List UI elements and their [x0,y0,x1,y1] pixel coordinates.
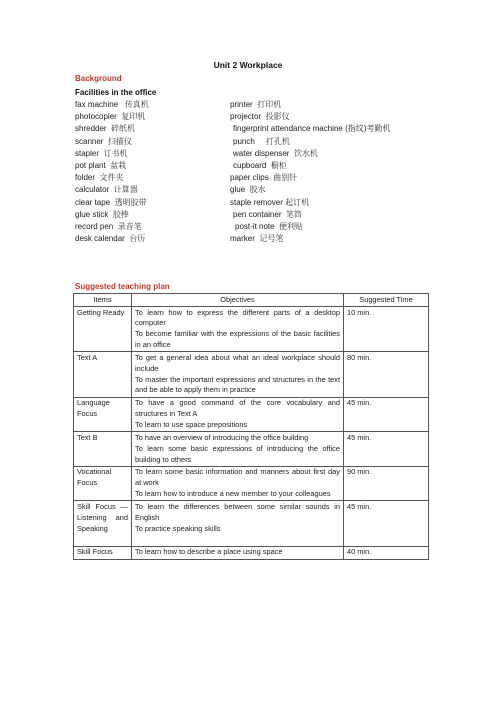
item-cell: Getting Ready [74,306,132,351]
vocab-right [230,99,281,111]
vocab-term-zh: 碎纸机 [111,124,136,134]
vocab-term-zh: 复印机 [121,112,146,122]
vocab-left [75,209,129,221]
teaching-plan-heading: Suggested teaching plan [75,282,170,291]
vocab-left [75,233,145,245]
vocab-term-en: water dispenser [233,148,290,158]
vocab-right [233,160,287,172]
vocab-term-zh: 橱柜 [270,160,287,170]
table-row [74,397,429,432]
vocab-row [75,209,435,221]
page-title: Unit 2 Workplace [213,60,283,70]
vocab-right [233,123,390,135]
item-cell: Text B [74,432,132,467]
vocab-left [75,172,123,184]
vocab-left [75,111,145,123]
vocabulary-list [75,99,435,245]
vocab-right [233,136,290,148]
table-row [74,466,429,501]
objective: To learn some basic information and manners about first day at work [135,467,340,488]
vocab-term-en: post-it note [235,221,275,231]
objectives-cell [132,432,344,467]
vocab-row [75,160,435,172]
vocab-left [75,136,132,148]
background-heading: Background [75,74,122,83]
objectives-cell [132,501,344,546]
vocab-left [75,160,126,172]
time-cell: 90 min. [344,466,429,501]
vocab-term-en: cupboard [233,160,267,170]
vocab-term-zh: 胶棒 [112,209,129,219]
item-cell: Skill Focus [74,546,132,559]
vocab-row [75,99,435,111]
item-cell: Language Focus [74,397,132,432]
vocab-term-en: glue stick [75,209,109,219]
vocab-left [75,148,127,160]
item-cell: Skill Focus —Listening and Speaking [74,501,132,546]
vocab-term-en: fingerprint attendance machine (指纹) [233,124,367,134]
vocab-left [75,99,149,111]
vocab-right [230,172,297,184]
table-row [74,501,429,546]
vocab-left [75,221,142,233]
vocab-right [235,221,303,233]
vocab-term-zh: 传真机 [124,100,149,109]
vocab-term-zh: 考勤机 [366,124,391,134]
vocab-term-zh: 便利贴 [279,221,304,231]
vocab-left [75,197,147,209]
objectives-cell [132,546,344,559]
vocab-right [230,233,283,245]
header-objectives: Objectives [132,294,344,307]
vocab-term-zh: 投影仪 [265,112,290,122]
vocab-term-en: stapler [75,148,100,158]
vocab-row [75,148,435,160]
vocab-right [230,184,266,196]
vocab-term-zh: 记号笔 [259,234,284,244]
vocab-row [75,123,435,135]
header-suggested-time: Suggested Time [344,294,429,307]
time-cell: 45 min. [344,397,429,432]
objective: To learn some basic expressions of introducing the office building to others [135,443,340,464]
vocab-left [75,184,138,196]
vocab-term-zh: 饮水机 [293,148,318,158]
vocab-term-zh: 盆栽 [110,160,127,170]
table-row [74,432,429,467]
objective: To have a good command of the core vocabulary and structures in Text A [135,398,340,419]
vocab-term-en: glue [230,185,246,195]
vocab-term-zh: 打孔机 [265,136,290,146]
table-header-row [74,294,429,307]
vocab-term-zh: 计算器 [113,185,138,195]
time-cell: 80 min. [344,352,429,397]
objectives-cell [132,306,344,351]
objectives-cell [132,352,344,397]
objectives-cell [132,397,344,432]
vocab-term-zh: 起订机 [285,197,310,207]
vocab-term-en: shredder [75,124,107,134]
item-cell: Text A [74,352,132,397]
time-cell: 40 min. [344,546,429,559]
table-row [74,306,429,351]
vocab-term-en: photocopier [75,112,117,122]
vocab-right [230,197,309,209]
vocab-term-zh: 透明胶带 [114,197,147,207]
item-cell: Vocational Focus [74,466,132,501]
vocab-term-en: pen container [233,209,282,219]
vocab-row [75,184,435,196]
vocab-row [75,221,435,233]
table-row [74,352,429,397]
vocab-row [75,233,435,245]
time-cell: 10 min. [344,306,429,351]
vocab-term-en: projector [230,112,262,122]
vocab-term-en: folder [75,173,96,183]
vocab-term-zh: 文件夹 [99,173,124,183]
vocab-term-en: record pen [75,221,114,231]
objective: To learn how to describe a place using space [135,547,283,557]
vocab-term-en: desk calendar [75,234,125,244]
time-cell: 45 min. [344,501,429,546]
vocab-term-en: printer [230,100,253,109]
objective: To master the important expressions and structures in the text and be able to apply them in practice [135,374,340,395]
vocab-term-en: marker [230,234,255,244]
objective [135,534,340,545]
vocab-term-en: pot plant [75,160,106,170]
vocab-term-zh: 胶水 [249,185,266,195]
vocab-left [75,123,135,135]
vocab-term-zh: 台历 [129,234,146,244]
vocab-term-en: paper clips [230,173,269,183]
vocab-term-en: calculator [75,185,110,195]
vocab-right [233,209,302,221]
objective: To have an overview of introducing the office building [135,432,309,442]
vocab-term-zh: 曲别针 [273,173,298,183]
objective: To learn how to introduce a new member to your colleagues [135,489,331,499]
vocab-term-zh: 打印机 [257,100,282,109]
vocab-term-zh: 扫描仪 [107,136,132,146]
vocab-term-en: fax machine [75,100,119,109]
vocab-row [75,172,435,184]
vocab-term-en: clear tape [75,197,111,207]
time-cell: 45 min. [344,432,429,467]
header-items: Items [74,294,132,307]
vocab-row [75,197,435,209]
vocab-term-zh: 笔筒 [285,209,302,219]
vocab-right [230,111,290,123]
objective: To become familiar with the expressions of the basic facilities in an office [135,329,340,349]
objective: To practice speaking skills [135,523,221,533]
objective: To learn the differences between some similar sounds in English [135,502,340,522]
vocab-right [233,148,318,160]
table-row [74,546,429,559]
facilities-heading: Facilities in the office [75,88,157,97]
objectives-cell [132,466,344,501]
vocab-term-zh: 录音笔 [117,221,142,231]
vocab-term-en: scanner [75,136,104,146]
objective: To learn how to express the different parts of a desktop computer [135,307,340,328]
vocab-term-en: staple remover [230,197,283,207]
objective: To get a general idea about what an ideal workplace should include [135,352,340,373]
vocab-row [75,136,435,148]
objective: To learn to use space prepositions [135,419,248,429]
teaching-plan-table [73,293,429,560]
vocab-term-en: punch [233,136,255,146]
vocab-term-zh: 订书机 [103,148,128,158]
vocab-row [75,111,435,123]
